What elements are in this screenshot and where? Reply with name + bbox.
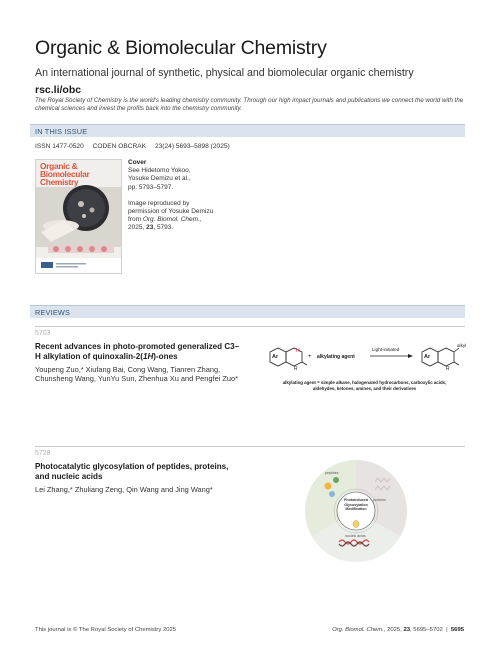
cover-label: Cover [128,159,147,166]
journal-url[interactable]: rsc.li/obc [35,84,82,96]
cover-image[interactable] [35,159,122,274]
reviews-heading: REVIEWS [30,305,465,318]
product-alkyl-label: alkyl [457,343,467,348]
article-page: 5703 [35,330,51,337]
article-title[interactable]: Photocatalytic glycosylation of peptides, proteins, and nucleic acids [35,462,229,482]
graphic-center-label: Photoinduced Glycosylation Modification [344,498,368,511]
plus-sign: + [308,354,312,360]
coden: CODEN OBCRAK [92,143,147,150]
graphic-caption: alkylating agent = simple alkane, halogenated hydrocarbons, carboxylic acids, aldehydes, ketones, amines, and their derivatives [282,380,447,391]
article-graphic-quinoxalinone [262,340,467,405]
segment-label-peptides: peptides [325,471,339,475]
ring-label: Ar [272,354,279,360]
cover-pages: pp. 5793–5797. [128,183,174,191]
article-page: 5728 [35,450,51,457]
svg-text:R: R [446,366,450,372]
segment-label-proteins: proteins [373,498,386,502]
issue-meta [35,143,237,150]
cover-authors: Yosuke Demizu et al., [128,175,191,183]
segment-label-nucleic-acids: nucleic acids [345,534,366,538]
cover-artwork [36,160,121,273]
journal-title: Organic & Biomolecular Chemistry [35,37,327,59]
article-graphic-glycosylation [303,458,409,564]
footer-citation: Org. Biomol. Chem., 2025, 23, 5695–5702 | 5695 [332,627,464,633]
footer-copyright: This journal is © The Royal Society of Chemistry 2025 [35,627,177,633]
issn: ISSN 1477-0520 [35,143,84,150]
in-this-issue-heading: IN THIS ISSUE [30,124,465,137]
article-divider [35,446,465,447]
reagent-label: alkylating agent [317,354,355,360]
cover-see: See Hidetomo Yokoo, [128,167,191,175]
article-divider [35,326,465,327]
page-number: 5695 [450,627,464,633]
article-authors: Youpeng Zuo,* Xiufang Bai, Cong Wang, Tianren Zhang, Chunsheng Wang, YunYu Sun, Zhenhua Xu and Pengfei Zuo* [35,365,238,384]
cover-journal-logo: Organic & Biomolecular Chemistry [40,161,90,187]
cover-caption [128,159,218,233]
article-title[interactable]: Recent advances in photo-promoted generalized C3–H alkylation of quinoxalin-2(1H)-ones [35,342,240,362]
svg-text:R: R [294,366,298,372]
cover-credit: Image reproduced by permission of Yosuke Demizu from Org. Biomol. Chem., 2025, 23, 5793. [128,199,214,232]
article-authors: Lei Zhang,* Zhuliang Zeng, Qin Wang and Jing Wang* [35,485,213,494]
journal-description: The Royal Society of Chemistry is the world's leading chemistry community. Through our high impact journals and publications we connect the world with the chemical sciences and invest the profits back into the chemistry community. [35,97,464,113]
issue-reference: 23(24) 5693–5898 (2025) [154,143,230,150]
product-ring-label: Ar [424,354,431,360]
arrow-label: Light-initiated [372,347,400,352]
svg-text:H: H [296,348,300,354]
journal-subtitle: An international journal of synthetic, physical and biomolecular organic chemistry [35,67,414,79]
